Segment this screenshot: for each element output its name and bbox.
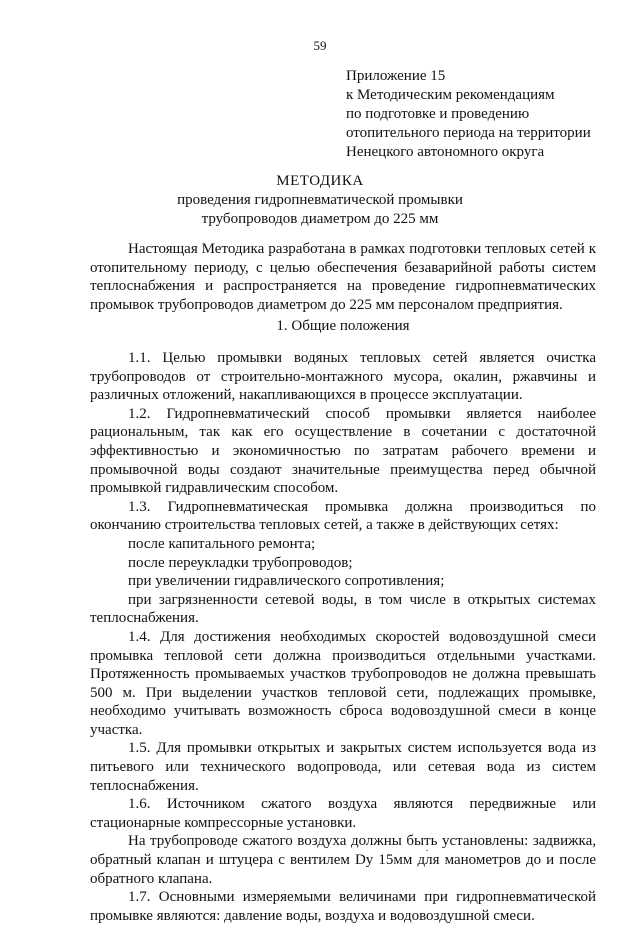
intro-paragraph: Настоящая Методика разработана в рамках подготовки тепловых сетей к отопительному периоду, с целью обеспечения безаварийной работы систем теплоснабжения и распространяется на проведение гидропневматических промывок трубопроводов диаметром до 225 мм персоналом предприятия. — [90, 241, 596, 313]
paragraph-1-4: 1.4. Для достижения необходимых скоростей водовоздушной смеси промывка тепловой сети должна производиться отдельными участками. Протяженность промываемых участков трубопроводов не должна превышать 500 м. При выделении участков тепловой сети, подлежащих промывке, необходимо учитывать возможность сброса водовоздушной смеси в конце участка. — [90, 628, 596, 738]
appendix-line: Ненецкого автономного округа — [346, 144, 545, 160]
title-subtitle: проведения гидропневматической промывки — [177, 192, 463, 208]
page-number: 59 — [313, 38, 327, 53]
appendix-line: по подготовке и проведению — [346, 106, 530, 122]
title-main: МЕТОДИКА — [276, 173, 364, 189]
document-title — [90, 172, 550, 229]
paragraph-1-6: 1.6. Источником сжатого воздуха являются передвижные или стационарные компрессорные установки. — [90, 796, 596, 831]
list-item: после переукладки трубопроводов; — [128, 554, 353, 571]
paragraph-1-2: 1.2. Гидропневматический способ промывки является наиболее рациональным, так как его осуществление в сочетании с достаточной эффективностью и экономичностью по затратам рабочего времени и промывочной воды создают значительные преимущества перед обычной промывкой гидравлическим способом. — [90, 405, 596, 497]
paragraph-1-1: 1.1. Целью промывки водяных тепловых сетей является очистка трубопроводов от строительно-монтажного мусора, окалин, ржавчины и различных отложений, накапливающихся в процессе эксплуатации. — [90, 350, 596, 404]
list-item: при загрязненности сетевой воды, в том числе в открытых системах теплоснабжения. — [90, 591, 596, 627]
list-item: при увеличении гидравлического сопротивления; — [128, 573, 445, 590]
title-subtitle: трубопроводов диаметром до 225 мм — [201, 211, 439, 227]
paragraph-1-6-continued: На трубопроводе сжатого воздуха должны быть установлены: задвижка, обратный клапан и штуцера с вентилем Dy 15мм для манометров до и после обратного клапана. — [90, 833, 596, 887]
paragraph-1-5: 1.5. Для промывки открытых и закрытых систем используется вода из питьевого или технического водопровода, или сетевая вода из систем теплоснабжения. — [90, 740, 596, 794]
paragraph-1-3: 1.3. Гидропневматическая промывка должна производиться по окончанию строительства тепловых сетей, а также в действующих сетях: — [90, 498, 596, 534]
appendix-line: отопительного периода на территории — [346, 125, 591, 141]
appendix-line: Приложение 15 — [346, 68, 446, 84]
appendix-reference — [346, 67, 591, 162]
scan-artifact — [426, 850, 428, 851]
appendix-line: к Методическим рекомендациям — [346, 87, 555, 103]
paragraph-1-7: 1.7. Основными измеряемыми величинами при гидропневматической промывке являются: давление воды, воздуха и водовоздушной смеси. — [90, 889, 596, 924]
intro-section — [90, 240, 596, 314]
list-item: после капитального ремонта; — [128, 535, 316, 552]
section-heading: 1. Общие положения — [276, 318, 410, 334]
section-body — [90, 349, 596, 925]
